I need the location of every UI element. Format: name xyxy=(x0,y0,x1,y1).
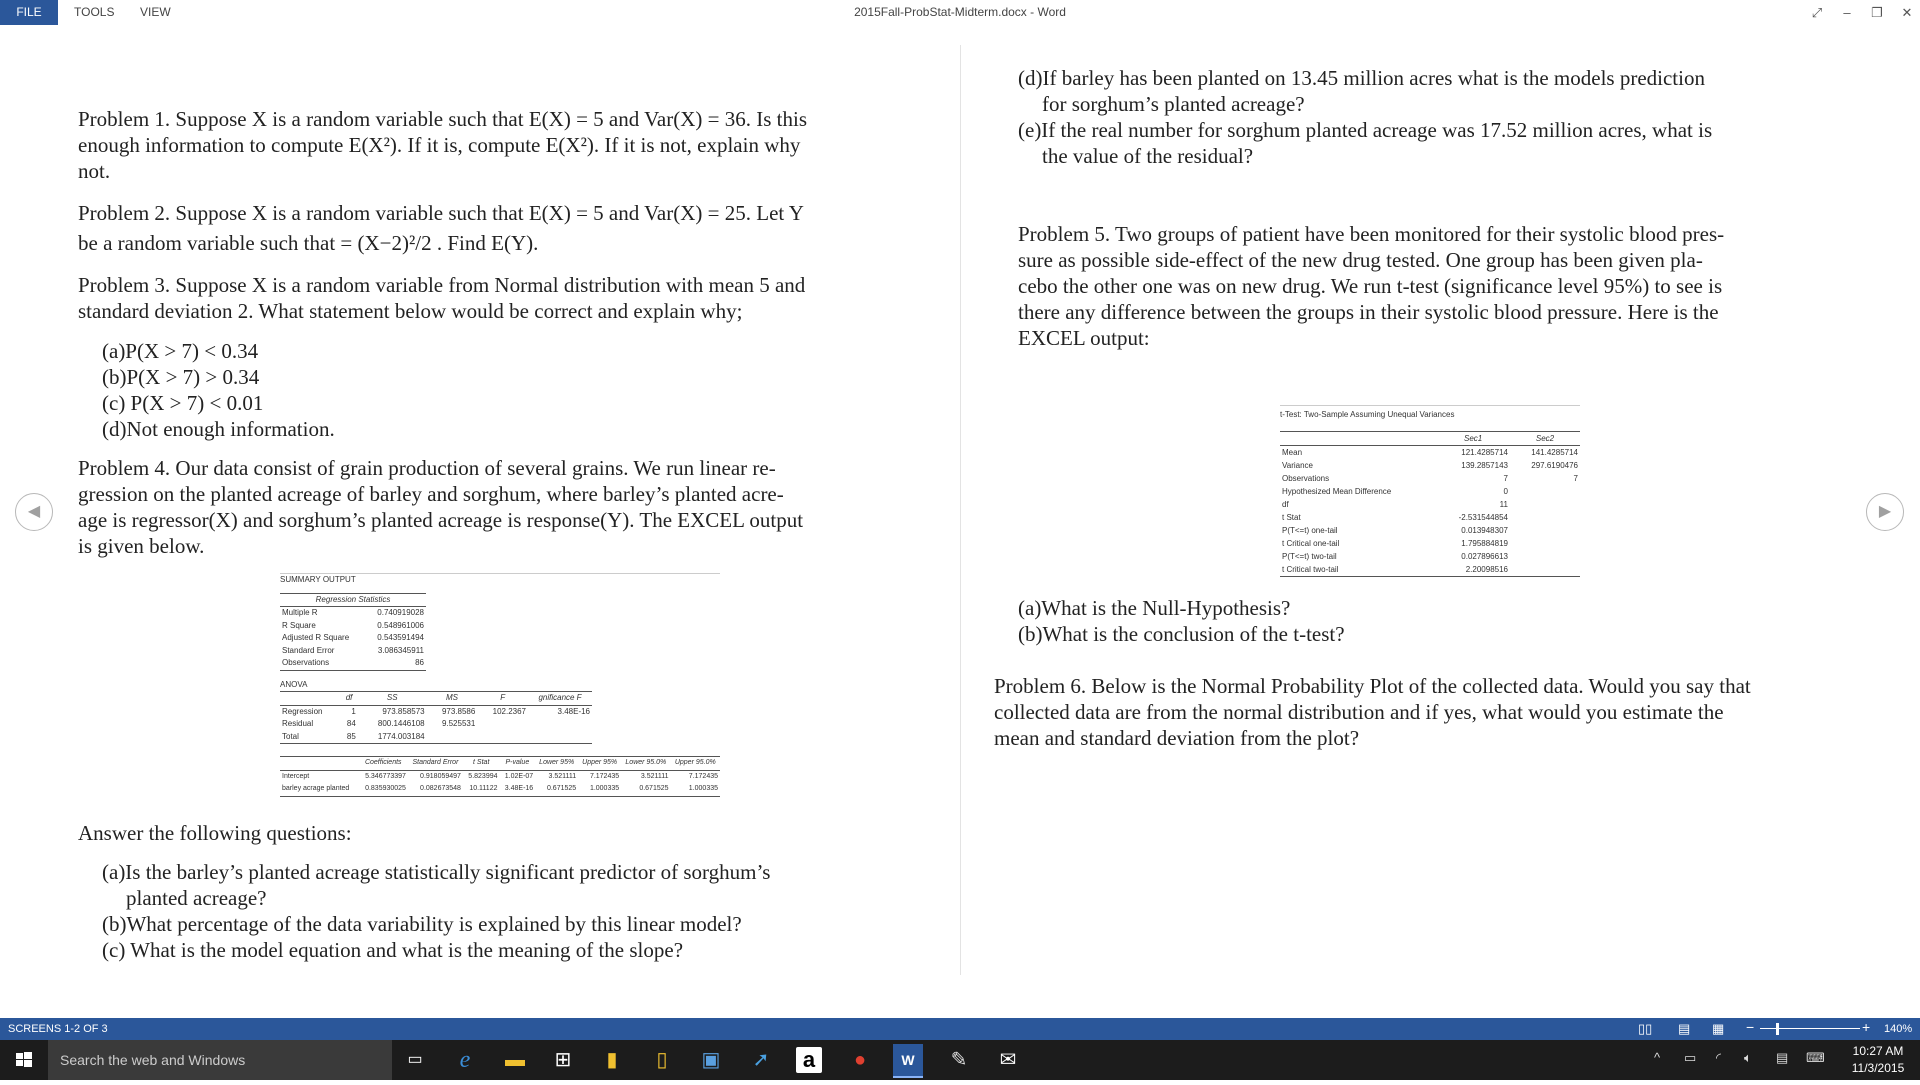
cell: t Critical two-tail xyxy=(1280,563,1436,577)
documents-folder-icon[interactable]: ▯ xyxy=(656,1049,668,1071)
coef-header: P-value xyxy=(500,757,536,771)
question-d: (d)If barley has been planted on 13.45 million acres what is the models prediction xyxy=(1018,66,1705,90)
problem-4-more xyxy=(1018,65,1712,169)
chevron-right-icon: ▶ xyxy=(1878,503,1892,520)
anova-row xyxy=(280,705,592,718)
problem-6-line: mean and standard deviation from the plot? xyxy=(994,726,1360,750)
coef-header: Upper 95.0% xyxy=(671,757,720,771)
ttest-row xyxy=(1280,537,1580,550)
regression-stats xyxy=(280,593,426,671)
ttest-row xyxy=(1280,524,1580,537)
regstat-value: 3.086345911 xyxy=(377,645,424,655)
chevron-left-icon: ◀ xyxy=(27,503,41,520)
cell: 11 xyxy=(1499,500,1508,509)
anova-header: MS xyxy=(427,692,478,706)
search-placeholder: Search the web and Windows xyxy=(60,1052,246,1068)
cell: df xyxy=(1282,500,1289,509)
cell xyxy=(1510,550,1580,563)
cell: 5.823994 xyxy=(468,772,498,780)
cell: 0.918059497 xyxy=(420,772,461,780)
problem-4-line: Problem 4. Our data consist of grain production of several grains. We run linear re- xyxy=(78,456,776,480)
cell: 1774.003184 xyxy=(358,731,427,744)
document-title: 2015Fall-ProbStat-Midterm.docx - Word xyxy=(854,5,1066,19)
problem-6 xyxy=(994,673,1751,751)
ttest-row xyxy=(1280,446,1580,460)
cell xyxy=(528,731,592,744)
coef-header: Lower 95% xyxy=(535,757,578,771)
question-b: (b)What is the conclusion of the t-test? xyxy=(1018,622,1345,646)
problem-4-questions xyxy=(102,859,770,963)
anova-header: gnificance F xyxy=(528,692,592,706)
ttest-row xyxy=(1280,563,1580,577)
cell: Mean xyxy=(1282,448,1303,457)
question-d-cont: for sorghum’s planted acreage? xyxy=(1042,92,1305,116)
read-mode-icon[interactable]: ▯▯ xyxy=(1638,1021,1653,1036)
paint-icon[interactable]: ✎ xyxy=(950,1049,968,1071)
problem-5-line: cebo the other one was on new drug. We run t-test (significance level 95%) to see is xyxy=(1018,274,1723,298)
problem-5-line: there any difference between the groups in their systolic blood pressure. Here is the xyxy=(1018,300,1719,324)
folder-icon[interactable]: ▮ xyxy=(606,1049,618,1071)
web-layout-icon[interactable]: ▦ xyxy=(1712,1021,1725,1036)
problem-4-line: gression on the planted acreage of barley and sorghum, where barley’s planted acre- xyxy=(78,482,784,506)
ttest-row xyxy=(1280,472,1580,485)
anova-row xyxy=(280,718,592,731)
option-a: (a)P(X > 7) < 0.34 xyxy=(102,339,259,363)
problem-5-line: EXCEL output: xyxy=(1018,326,1150,350)
cell: 121.4285714 xyxy=(1461,448,1508,457)
problem-3-line: standard deviation 2. What statement below would be correct and explain why; xyxy=(78,299,743,323)
ttest-row xyxy=(1280,550,1580,563)
system-clock[interactable] xyxy=(1840,1043,1916,1077)
store-icon[interactable]: ⊞ xyxy=(554,1049,572,1071)
cell: 0.013948307 xyxy=(1461,526,1508,535)
problem-5-line: Problem 5. Two groups of patient have been monitored for their systolic blood pres- xyxy=(1018,222,1725,246)
show-hidden-icons[interactable]: ^ xyxy=(1654,1050,1661,1065)
zoom-slider[interactable] xyxy=(1760,1028,1860,1029)
chrome-icon[interactable]: ● xyxy=(853,1049,867,1071)
cell xyxy=(528,718,592,731)
coef-row xyxy=(280,783,720,796)
ttest-table xyxy=(1280,405,1580,577)
cell: Hypothesized Mean Difference xyxy=(1282,487,1392,496)
cell: 102.2367 xyxy=(492,706,527,716)
answer-intro: Answer the following questions: xyxy=(78,821,352,845)
regstat-value: 0.740919028 xyxy=(377,608,424,617)
network-icon[interactable]: ▣ xyxy=(701,1049,721,1071)
anova-title: ANOVA xyxy=(280,679,308,689)
fullscreen-icon[interactable]: ⤢ xyxy=(1811,5,1823,20)
cell: Regression xyxy=(282,706,323,716)
cell: t Critical one-tail xyxy=(1282,539,1340,548)
problem-1-line: Problem 1. Suppose X is a random variable such that E(X) = 5 and Var(X) = 36. Is this xyxy=(78,107,808,131)
ttest-row xyxy=(1280,511,1580,524)
question-e-cont: the value of the residual? xyxy=(1042,144,1254,168)
coef-header: Coefficients xyxy=(359,757,408,771)
problem-5 xyxy=(1018,221,1724,351)
ttest-header: Sec2 xyxy=(1510,432,1580,446)
regstat-value: 0.543591494 xyxy=(377,633,424,642)
coef-header: Lower 95.0% xyxy=(621,757,670,771)
cell xyxy=(1510,563,1580,577)
anova-table xyxy=(280,691,592,744)
ttest-header: Sec1 xyxy=(1436,432,1510,446)
close-icon[interactable]: ✕ xyxy=(1901,5,1913,20)
problem-1-line: not. xyxy=(78,159,111,183)
problem-2 xyxy=(78,200,804,256)
cell xyxy=(1510,511,1580,524)
cell: 973.8586 xyxy=(441,706,476,716)
cell: 3.48E-16 xyxy=(500,783,536,796)
cell: 3.48E-16 xyxy=(557,706,590,716)
ttest-row xyxy=(1280,459,1580,472)
cell: 10.11122 xyxy=(463,783,500,796)
regstats-header: Regression Statistics xyxy=(280,593,426,607)
cell xyxy=(1510,537,1580,550)
problem-3-line: Problem 3. Suppose X is a random variable from Normal distribution with mean 5 and xyxy=(78,273,806,297)
coefficients-table xyxy=(280,756,720,797)
cell: 973.858573 xyxy=(382,706,425,716)
clock-date: 11/3/2015 xyxy=(1851,1061,1905,1075)
restore-icon[interactable]: ❐ xyxy=(1871,5,1883,20)
notifications-icon[interactable]: ▤ xyxy=(1776,1050,1789,1065)
volume-icon[interactable]: 🔈︎ xyxy=(1744,1050,1752,1065)
anova-header: df xyxy=(340,692,358,706)
screens-indicator: SCREENS 1-2 OF 3 xyxy=(8,1023,108,1035)
cell xyxy=(1510,524,1580,537)
task-view-icon[interactable]: ▭ xyxy=(407,1051,423,1068)
problem-2-line: Problem 2. Suppose X is a random variable such that E(X) = 5 and Var(X) = 25. Let Y xyxy=(78,201,804,225)
minimize-icon[interactable]: – xyxy=(1843,5,1851,20)
taskbar xyxy=(0,1040,1920,1080)
problem-5-questions xyxy=(1018,595,1345,647)
file-explorer-icon[interactable]: ▬ xyxy=(505,1049,525,1071)
ttest-grid xyxy=(1280,431,1580,577)
cell: 3.521111 xyxy=(548,772,577,780)
cell: 1.795884819 xyxy=(1461,539,1508,548)
cell: 1.000335 xyxy=(671,783,720,796)
question-a: (a)Is the barley’s planted acreage statistically significant predictor of sorghum’s xyxy=(102,860,771,884)
problem-1 xyxy=(78,106,807,184)
previous-page-button[interactable] xyxy=(15,493,53,531)
ttest-row xyxy=(1280,485,1580,498)
regstat-value: 86 xyxy=(365,657,426,670)
question-a-cont: planted acreage? xyxy=(126,886,267,910)
cell xyxy=(477,718,528,731)
cell: Variance xyxy=(1282,461,1313,470)
cell: P(T<=t) one-tail xyxy=(1282,526,1338,535)
cell: barley acrage planted xyxy=(280,783,359,796)
battery-icon[interactable]: ▭ xyxy=(1684,1050,1697,1065)
edge-browser-icon[interactable]: e xyxy=(459,1047,471,1073)
coef-header: Standard Error xyxy=(408,757,463,771)
anova-row xyxy=(280,731,592,744)
word-app-icon[interactable]: W xyxy=(893,1044,923,1078)
cell: 7 xyxy=(1503,474,1508,483)
cell: 1.000335 xyxy=(578,783,621,796)
menu-tools[interactable]: TOOLS xyxy=(74,5,115,19)
cell: 1 xyxy=(351,706,356,716)
question-e: (e)If the real number for sorghum planted acreage was 17.52 million acres, what is xyxy=(1018,118,1713,142)
cell: 0.835930025 xyxy=(359,783,408,796)
cell: 0.027896613 xyxy=(1461,552,1508,561)
regstat-label: Observations xyxy=(280,657,365,670)
cell: Observations xyxy=(1282,474,1330,483)
cell: 84 xyxy=(346,719,356,728)
cell: 139.2857143 xyxy=(1461,461,1508,470)
cell: Total xyxy=(280,731,340,744)
cell: 0 xyxy=(1503,487,1508,496)
problem-4-line: is given below. xyxy=(78,534,205,558)
question-a: (a)What is the Null-Hypothesis? xyxy=(1018,596,1291,620)
option-d: (d)Not enough information. xyxy=(102,417,335,441)
regstat-label: Standard Error xyxy=(282,645,335,655)
question-c: (c) What is the model equation and what is the meaning of the slope? xyxy=(102,938,684,962)
cell: 3.521111 xyxy=(640,772,669,780)
cell: 0.082673548 xyxy=(408,783,463,796)
cell: 800.1446108 xyxy=(377,719,425,728)
question-b: (b)What percentage of the data variability is explained by this linear model? xyxy=(102,912,742,936)
zoom-in-button[interactable]: + xyxy=(1862,1019,1871,1035)
print-layout-icon[interactable]: ▤ xyxy=(1678,1021,1691,1036)
keyboard-icon[interactable]: ⌨ xyxy=(1806,1050,1825,1065)
summary-output-table xyxy=(280,573,720,797)
option-b: (b)P(X > 7) > 0.34 xyxy=(102,365,260,389)
ttest-row xyxy=(1280,498,1580,511)
problem-6-line: collected data are from the normal distribution and if yes, what would you estimate the xyxy=(994,700,1724,724)
problem-6-line: Problem 6. Below is the Normal Probability Plot of the collected data. Would you say that xyxy=(994,674,1751,698)
next-page-button[interactable] xyxy=(1866,493,1904,531)
problem-1-line: enough information to compute E(X²). If it is, compute E(X²). If it is not, explain why xyxy=(78,133,801,157)
menu-file[interactable]: FILE xyxy=(0,0,58,25)
cell: 9.525531 xyxy=(441,719,476,728)
summary-title: SUMMARY OUTPUT xyxy=(280,573,720,587)
problem-5-line: sure as possible side-effect of the new drug tested. One group has been given pla- xyxy=(1018,248,1703,272)
mail-icon[interactable]: ✉ xyxy=(999,1049,1017,1071)
wifi-icon[interactable]: ◜ xyxy=(1716,1050,1722,1065)
cell: -2.531544854 xyxy=(1458,513,1508,522)
page-divider xyxy=(960,45,961,975)
arrow-app-icon[interactable]: ➚ xyxy=(752,1049,770,1071)
cell: 85 xyxy=(340,731,358,744)
problem-4 xyxy=(78,455,803,559)
cell xyxy=(477,731,528,744)
start-button[interactable] xyxy=(0,1040,48,1080)
regstat-label: Multiple R xyxy=(282,608,318,617)
cell xyxy=(1510,485,1580,498)
zoom-out-button[interactable]: − xyxy=(1746,1019,1755,1035)
option-c: (c) P(X > 7) < 0.01 xyxy=(102,391,264,415)
anova-header: F xyxy=(477,692,528,706)
cell: 5.346773397 xyxy=(365,772,406,780)
problem-3-options xyxy=(102,338,335,442)
windows-logo-icon xyxy=(0,1040,48,1080)
cell: 7.172435 xyxy=(589,772,620,780)
coef-header: t Stat xyxy=(463,757,500,771)
cell: 2.20098516 xyxy=(1436,563,1510,577)
cell xyxy=(427,731,478,744)
cell: P(T<=t) two-tail xyxy=(1282,552,1337,561)
cell: 297.6190476 xyxy=(1531,461,1578,470)
problem-2-line: be a random variable such that = (X−2)²/2 . Find E(Y). xyxy=(78,231,539,255)
cell: 0.671525 xyxy=(621,783,670,796)
menu-view[interactable]: VIEW xyxy=(140,5,171,19)
menu-bar xyxy=(0,0,1920,25)
zoom-slider-thumb[interactable] xyxy=(1776,1023,1779,1035)
regstat-label: Adjusted R Square xyxy=(282,633,350,642)
cell: 1.02E-07 xyxy=(504,772,534,780)
coef-row xyxy=(280,770,720,783)
ttest-title: t-Test: Two-Sample Assuming Unequal Variances xyxy=(1280,405,1580,421)
search-box[interactable] xyxy=(48,1040,392,1080)
cell: Intercept xyxy=(282,772,310,780)
zoom-level[interactable]: 140% xyxy=(1884,1023,1913,1035)
cell: 7.172435 xyxy=(688,772,718,780)
regstat-value: 0.548961006 xyxy=(377,620,424,630)
amazon-icon[interactable]: a xyxy=(796,1047,822,1073)
anova-header: SS xyxy=(358,692,427,706)
regstat-label: R Square xyxy=(282,620,316,630)
cell: t Stat xyxy=(1282,513,1301,522)
coef-header: Upper 95% xyxy=(578,757,621,771)
cell: Residual xyxy=(282,719,314,728)
clock-time: 10:27 AM xyxy=(1852,1044,1904,1058)
cell xyxy=(1510,498,1580,511)
status-bar xyxy=(0,1018,1920,1040)
cell: 141.4285714 xyxy=(1531,448,1578,457)
problem-4-line: age is regressor(X) and sorghum’s planted acreage is response(Y). The EXCEL output xyxy=(78,508,804,532)
problem-3 xyxy=(78,272,805,324)
cell: 0.671525 xyxy=(535,783,578,796)
cell: 7 xyxy=(1573,474,1578,483)
